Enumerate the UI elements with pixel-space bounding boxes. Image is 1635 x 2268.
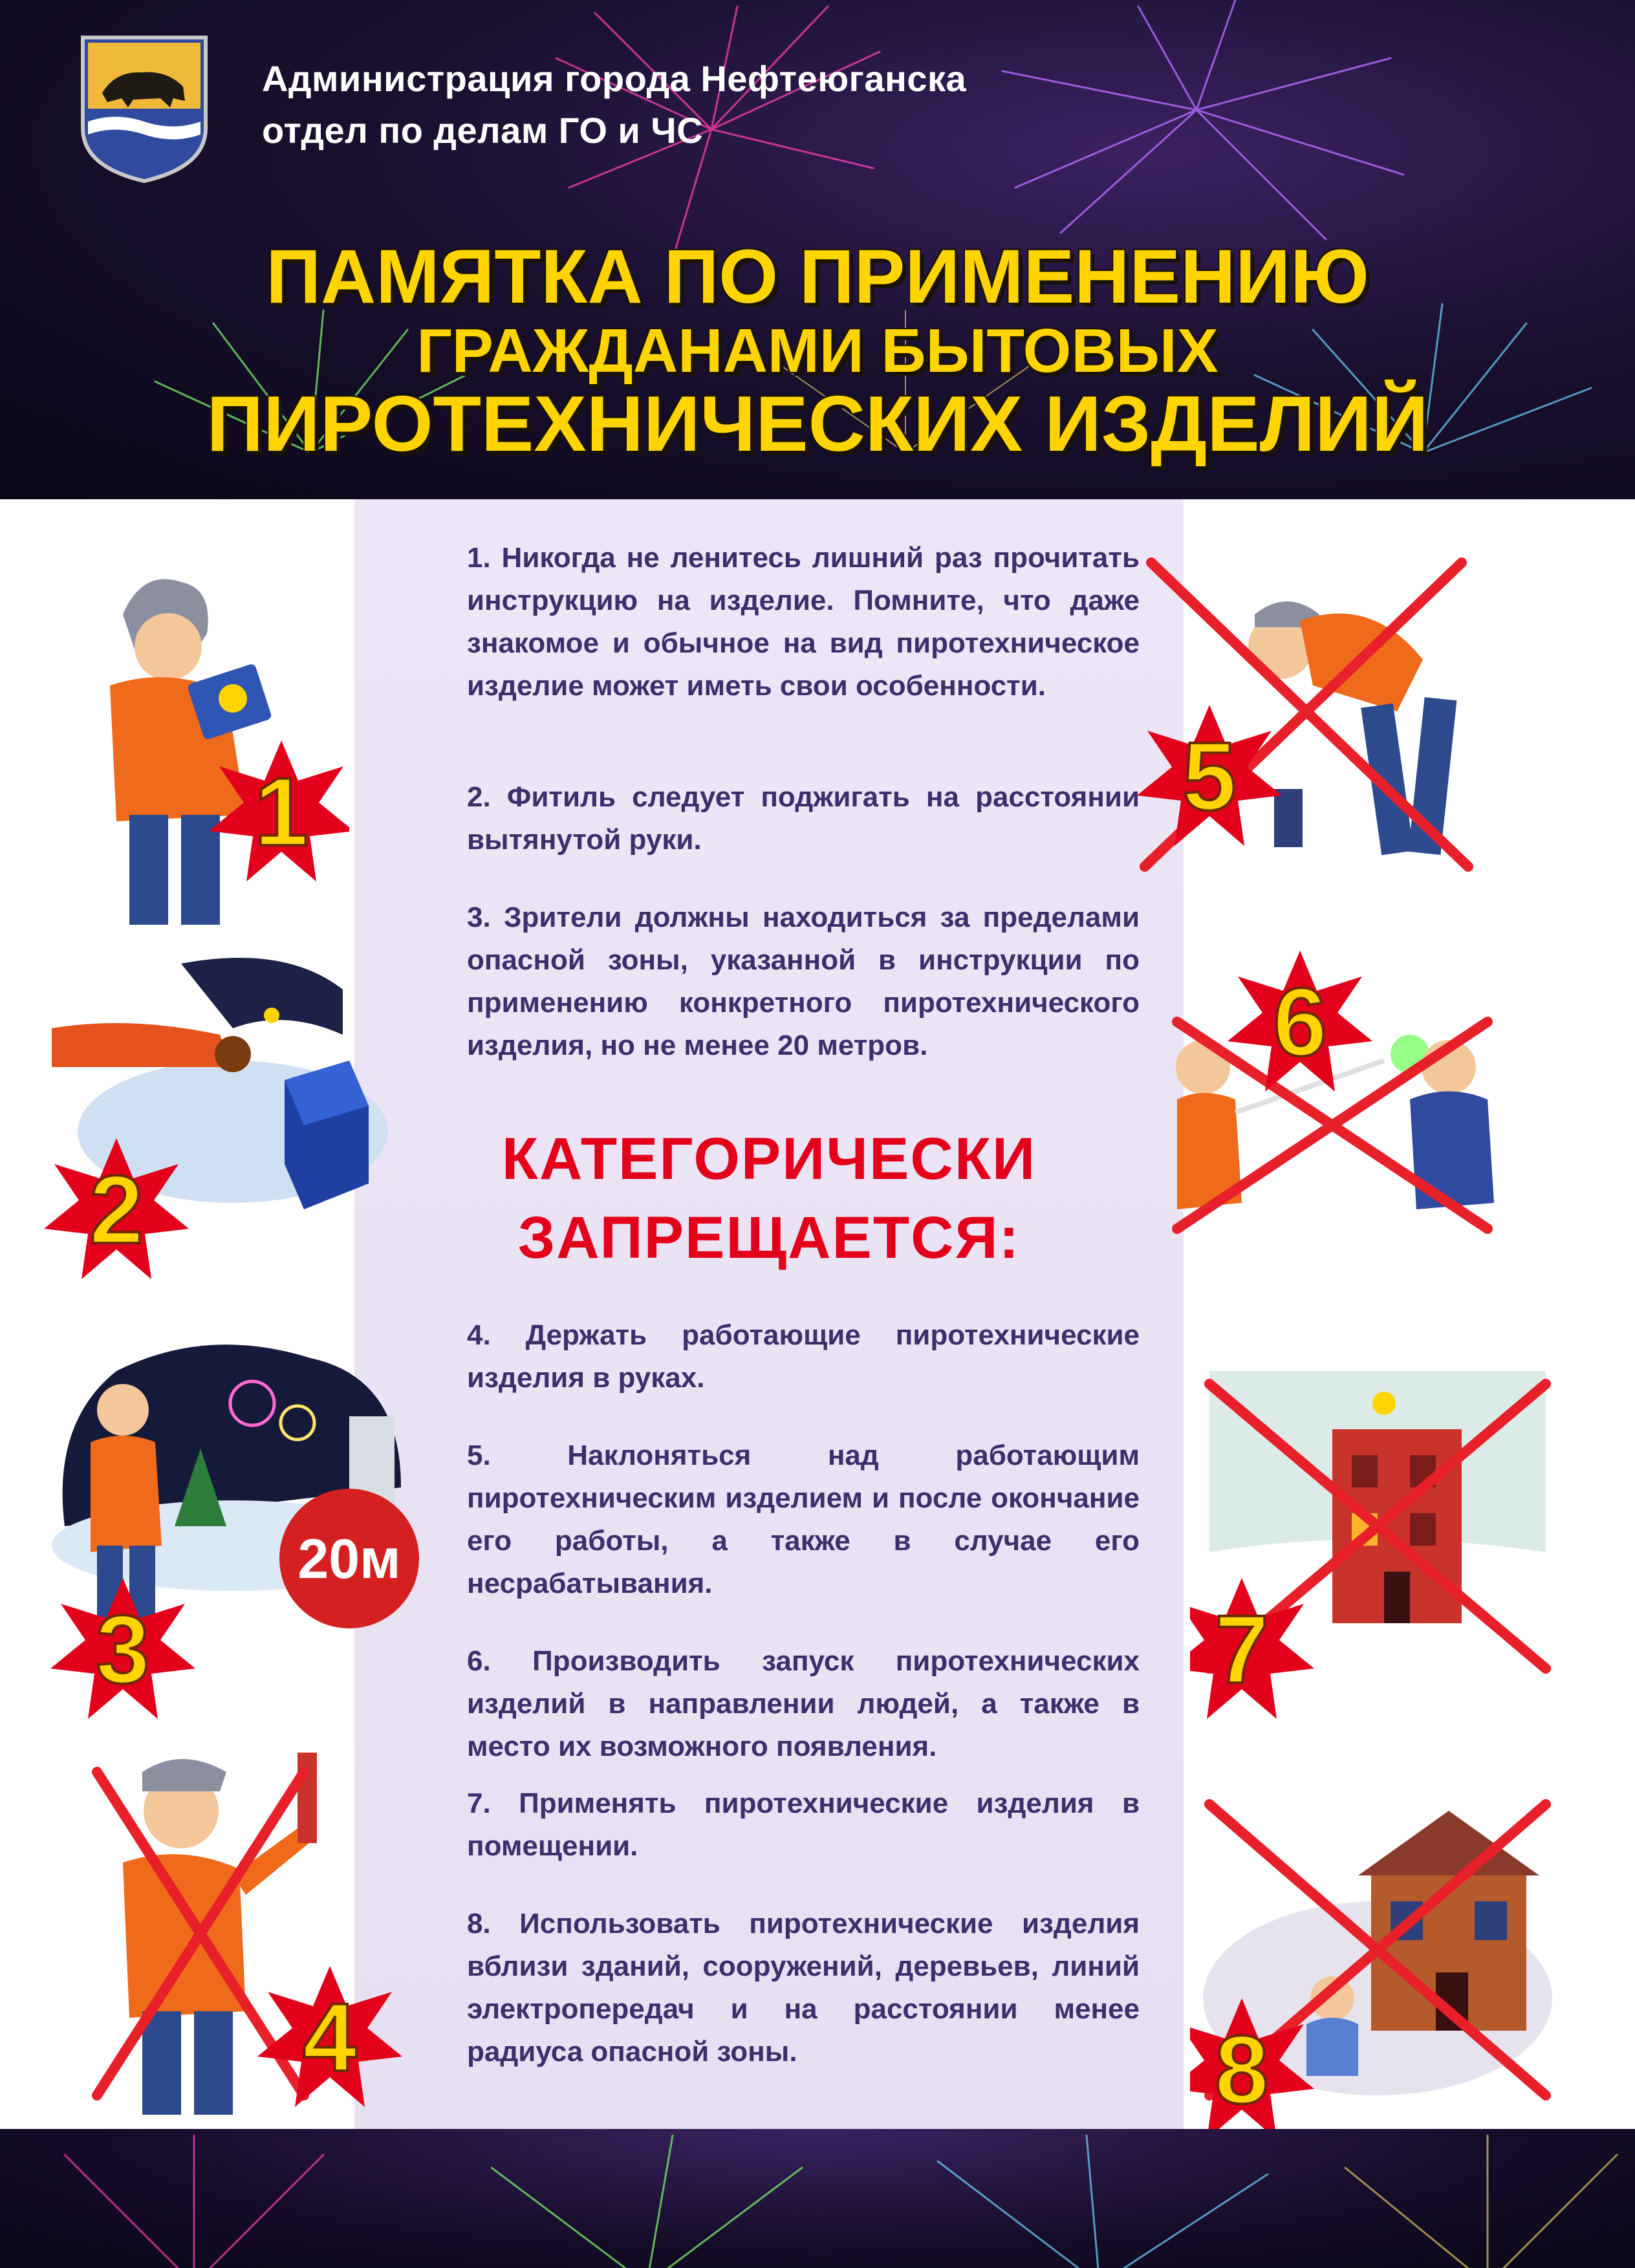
illustration-7 [1190,1358,1565,1720]
holding-firework-icon [123,1753,317,2115]
prohibition-5: 5. Наклоняться над работающим пиротехническим изделием и после окончание его работы, а также в случае его несрабатывания. [467,1440,1140,1599]
illustration-5 [1125,543,1488,880]
prohibition-7: 7. Применять пиротехнические изделия в помещении. [467,1787,1140,1862]
fireworks-icon [0,2129,1635,2268]
distance-20m-label: 20м [298,1528,401,1590]
illustration-2 [39,938,401,1300]
number-5: 5 [1182,722,1237,830]
prohibition-6: 6. Производить запуск пиротехнических изделий в направлении людей, а также в место их возможного появления. [467,1645,1140,1762]
prohibition-4: 4. Держать работающие пиротехнические изделия в руках. [467,1319,1140,1394]
leaning-over-firework-icon [1248,601,1456,855]
organization-line-2: отдел по делам ГО и ЧС [262,110,704,151]
rule-2: 2. Фитиль следует поджигать на расстоянии вытянутой руки. [467,781,1140,856]
title-line-3: ПИРОТЕХНИЧЕСКИХ ИЗДЕЛИЙ [206,380,1429,468]
number-8: 8 [1215,2015,1269,2124]
warning-heading-line-1: КАТЕГОРИЧЕСКИ [501,1126,1037,1192]
rule-3: 3. Зрители должны находиться за пределами опасной зоны, указанной в инструкции по применению конкретного пиротехнического изделия, но не менее 20 метров. [467,902,1140,1061]
header [0,0,1635,499]
number-3: 3 [96,1595,150,1703]
footer-fireworks [0,2129,1635,2268]
burst-icon [257,1966,402,2107]
burst-icon [50,1578,195,1719]
illustration-4 [71,1733,420,2121]
warning-heading-line-2: ЗАПРЕЩАЕТСЯ: [517,1205,1021,1271]
prohibition-8: 8. Использовать пиротехнические изделия вблизи зданий, сооружений, деревьев, линий электропередач и на расстоянии менее радиуса опасной зоны. [467,1908,1140,2068]
number-7: 7 [1215,1595,1269,1703]
burst-icon [1137,705,1282,846]
illustration-8 [1190,1785,1565,2147]
coat-of-arms-icon [76,31,212,186]
organization-name [262,53,966,157]
number-4: 4 [303,1983,357,2091]
distance-badge [279,1489,419,1628]
number-2: 2 [89,1155,144,1264]
title-line-1: ПАМЯТКА ПО ПРИМЕНЕНИЮ [266,234,1369,319]
illustration-3 [39,1332,427,1720]
number-1: 1 [254,757,309,866]
illustration-1 [39,543,349,931]
illustration-6 [1138,944,1526,1255]
organization-line-1: Администрация города Нефтеюганска [262,58,967,99]
rule-1: 1. Никогда не ленитесь лишний раз прочитать инструкцию на изделие. Помните, что даже знакомое и обычное на вид пиротехническое изделие может иметь свои особенности. [467,542,1140,702]
number-6: 6 [1273,967,1327,1076]
title-line-2: ГРАЖДАНАМИ БЫТОВЫХ [417,316,1218,385]
